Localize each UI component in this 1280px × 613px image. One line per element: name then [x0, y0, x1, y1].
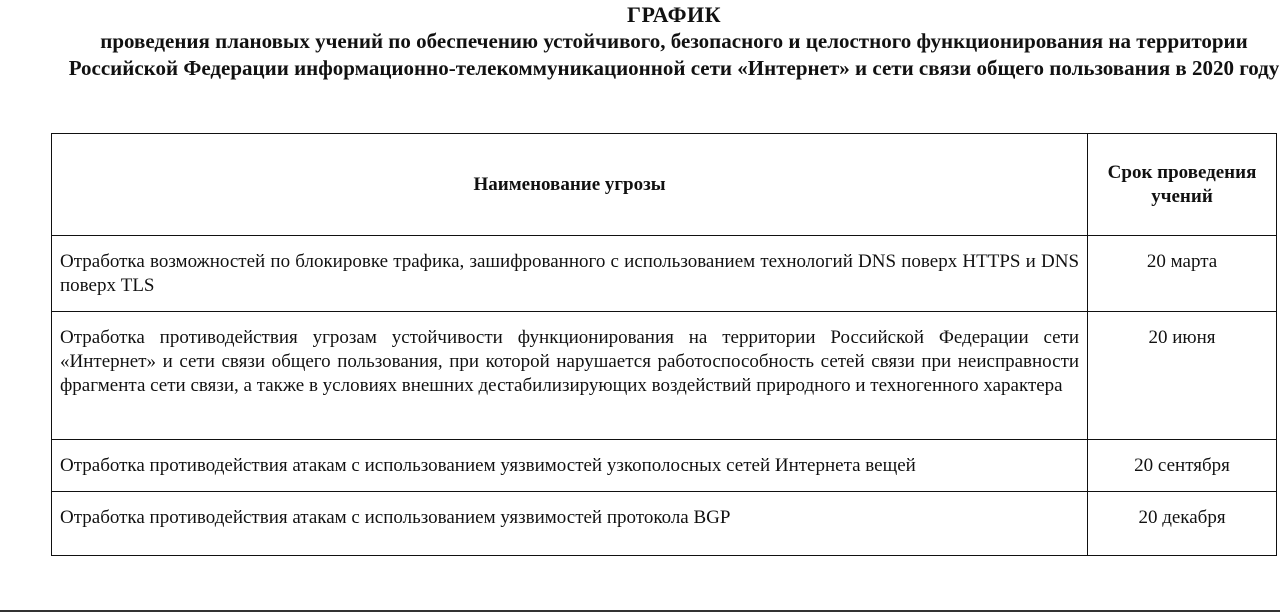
table-row: [52, 236, 1277, 312]
table-body: [52, 236, 1277, 556]
date-cell: 20 декабря: [1088, 492, 1277, 556]
document-title: ГРАФИК: [626, 2, 722, 27]
threat-cell: Отработка противодействия атакам с использованием уязвимостей узкополосных сетей Интернета вещей: [52, 440, 1088, 492]
threat-cell: Отработка противодействия угрозам устойчивости функционирования на территории Российской Федерации сети «Интернет» и сети связи общего пользования, при которой нарушается работоспособность сетей связи при неисправности фрагмента сети связи, а также в условиях внешних дестабилизирующих воздействий природного и техногенного характера: [52, 312, 1088, 440]
header-threat-name: Наименование угрозы: [52, 134, 1088, 236]
page-bottom-divider: [0, 610, 1280, 612]
document-subtitle: проведения плановых учений по обеспечению устойчивого, безопасного и целостного функционирования на территории Российской Федерации информационно-телекоммуникационной сети «Интернет» и сети связи общего пользования в 2020 году: [68, 29, 1280, 80]
header-exercise-date: Срок проведения учений: [1088, 134, 1277, 236]
table-row: [52, 440, 1277, 492]
table-header: [52, 134, 1277, 236]
exercise-schedule-table: [51, 133, 1277, 556]
date-cell: 20 марта: [1088, 236, 1277, 312]
threat-cell: Отработка возможностей по блокировке трафика, зашифрованного с использованием технологий DNS поверх HTTPS и DNS поверх TLS: [52, 236, 1088, 312]
date-cell: 20 июня: [1088, 312, 1277, 440]
date-cell: 20 сентября: [1088, 440, 1277, 492]
table-row: [52, 492, 1277, 556]
document-header: [0, 2, 1280, 82]
table-row: [52, 312, 1277, 440]
table-header-row: [52, 134, 1277, 236]
threat-cell: Отработка противодействия атакам с использованием уязвимостей протокола BGP: [52, 492, 1088, 556]
